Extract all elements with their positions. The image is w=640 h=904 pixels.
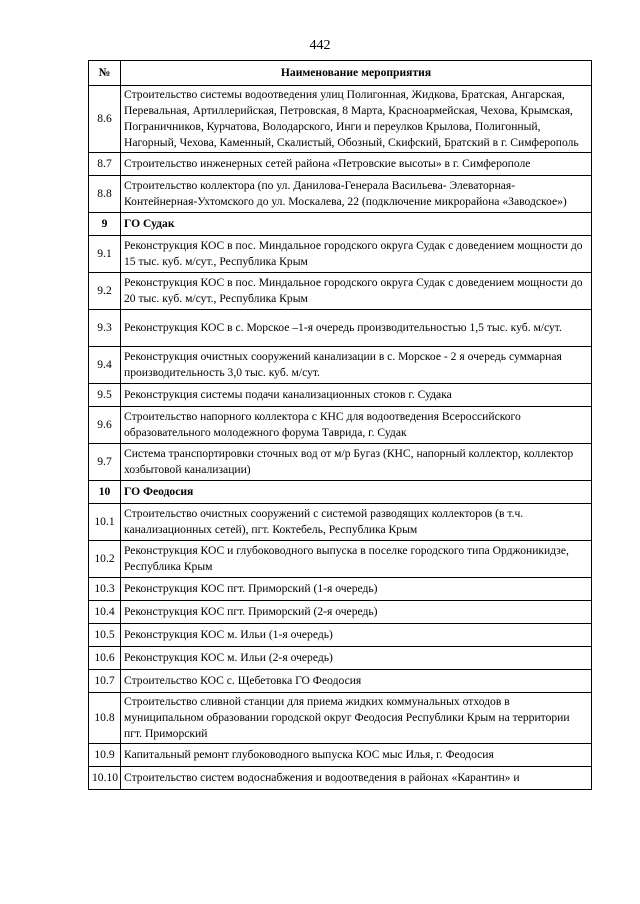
measure-name: Реконструкция КОС и глубоководного выпуска в поселке городского типа Орджоникидзе, Республика Крым — [121, 541, 592, 578]
row-number: 9.1 — [89, 236, 121, 273]
table-row — [89, 153, 592, 176]
row-number: 9 — [89, 213, 121, 236]
table-row — [89, 744, 592, 767]
row-number: 9.5 — [89, 384, 121, 407]
row-number: 9.2 — [89, 273, 121, 310]
row-number: 10.4 — [89, 601, 121, 624]
table-row — [89, 578, 592, 601]
table-row — [89, 347, 592, 384]
measure-name: Реконструкция очистных сооружений канализации в с. Морское - 2 я очередь суммарная производительность 3,0 тыс. куб. м/сут. — [121, 347, 592, 384]
measure-name: Реконструкция системы подачи канализационных стоков г. Судака — [121, 384, 592, 407]
header-num: № — [89, 61, 121, 86]
measure-name: Реконструкция КОС пгт. Приморский (1-я очередь) — [121, 578, 592, 601]
table-row — [89, 541, 592, 578]
table-row — [89, 273, 592, 310]
row-number: 10.8 — [89, 693, 121, 744]
row-number: 8.7 — [89, 153, 121, 176]
measure-name: Реконструкция КОС м. Ильи (1-я очередь) — [121, 624, 592, 647]
row-number: 8.6 — [89, 86, 121, 153]
header-name: Наименование мероприятия — [121, 61, 592, 86]
row-number: 10 — [89, 481, 121, 504]
row-number: 9.6 — [89, 407, 121, 444]
measure-name: Строительство инженерных сетей района «Петровские высоты» в г. Симферополе — [121, 153, 592, 176]
row-number: 9.3 — [89, 310, 121, 347]
measure-name: Реконструкция КОС в пос. Миндальное городского округа Судак с доведением мощности до 20 тыс. куб. м/сут., Республика Крым — [121, 273, 592, 310]
table-row — [89, 767, 592, 790]
measure-name: Реконструкция КОС в пос. Миндальное городского округа Судак с доведением мощности до 15 тыс. куб. м/сут., Республика Крым — [121, 236, 592, 273]
measure-name: Строительство напорного коллектора с КНС для водоотведения Всероссийского образовательного молодежного форума Таврида, г. Судак — [121, 407, 592, 444]
measure-name: Строительство систем водоснабжения и водоотведения в районах «Карантин» и — [121, 767, 592, 790]
measure-name: Строительство очистных сооружений с системой разводящих коллекторов (в т.ч. канализационных сетей), пгт. Коктебель, Республика Крым — [121, 504, 592, 541]
row-number: 9.4 — [89, 347, 121, 384]
section-title: ГО Феодосия — [121, 481, 592, 504]
table-row — [89, 624, 592, 647]
table-row — [89, 647, 592, 670]
table-row — [89, 601, 592, 624]
section-row — [89, 481, 592, 504]
row-number: 8.8 — [89, 176, 121, 213]
row-number: 10.5 — [89, 624, 121, 647]
table-row — [89, 444, 592, 481]
row-number: 10.7 — [89, 670, 121, 693]
row-number: 10.10 — [89, 767, 121, 790]
table-row — [89, 310, 592, 347]
table-row — [89, 176, 592, 213]
page-number: 442 — [309, 38, 331, 53]
section-title: ГО Судак — [121, 213, 592, 236]
measure-name: Строительство сливной станции для приема жидких коммунальных отходов в муниципальном образовании городской округ Феодосия Республики Крым на территории пгт. Приморский — [121, 693, 592, 744]
measure-name: Реконструкция КОС м. Ильи (2-я очередь) — [121, 647, 592, 670]
row-number: 10.3 — [89, 578, 121, 601]
table-row — [89, 504, 592, 541]
table-body — [89, 86, 592, 790]
measure-name: Реконструкция КОС в с. Морское –1-я очередь производительностью 1,5 тыс. куб. м/сут. — [121, 310, 592, 347]
table-row — [89, 670, 592, 693]
measures-table — [88, 60, 592, 790]
row-number: 10.1 — [89, 504, 121, 541]
table-row — [89, 693, 592, 744]
measure-name: Строительство КОС с. Щебетовка ГО Феодосия — [121, 670, 592, 693]
measure-name: Капитальный ремонт глубоководного выпуска КОС мыс Илья, г. Феодосия — [121, 744, 592, 767]
row-number: 10.2 — [89, 541, 121, 578]
table-row — [89, 384, 592, 407]
row-number: 9.7 — [89, 444, 121, 481]
measure-name: Строительство системы водоотведения улиц Полигонная, Жидкова, Братская, Ангарская, Перевальная, Артиллерийская, Петровская, 8 Марта, Красноармейская, Чехова, Крымская, Пограничников, Курчатова, Володарского, Инги и переулков Крылова, Полигонный, Нагорный, Чехова, Каменный, Скалистый, Обозный, Скифский, Братский в г. Симферополь — [121, 86, 592, 153]
measure-name: Строительство коллектора (по ул. Данилова-Генерала Васильева- Элеваторная- Контейнерная-Ухтомского до ул. Москалева, 22 (подключение микрорайона «Заводское») — [121, 176, 592, 213]
row-number: 10.6 — [89, 647, 121, 670]
table-row — [89, 86, 592, 153]
table-header-row — [89, 61, 592, 86]
measure-name: Реконструкция КОС пгт. Приморский (2-я очередь) — [121, 601, 592, 624]
table-row — [89, 407, 592, 444]
measure-name: Система транспортировки сточных вод от м/р Бугаз (КНС, напорный коллектор, коллектор хозбытовой канализации) — [121, 444, 592, 481]
section-row — [89, 213, 592, 236]
table-row — [89, 236, 592, 273]
row-number: 10.9 — [89, 744, 121, 767]
